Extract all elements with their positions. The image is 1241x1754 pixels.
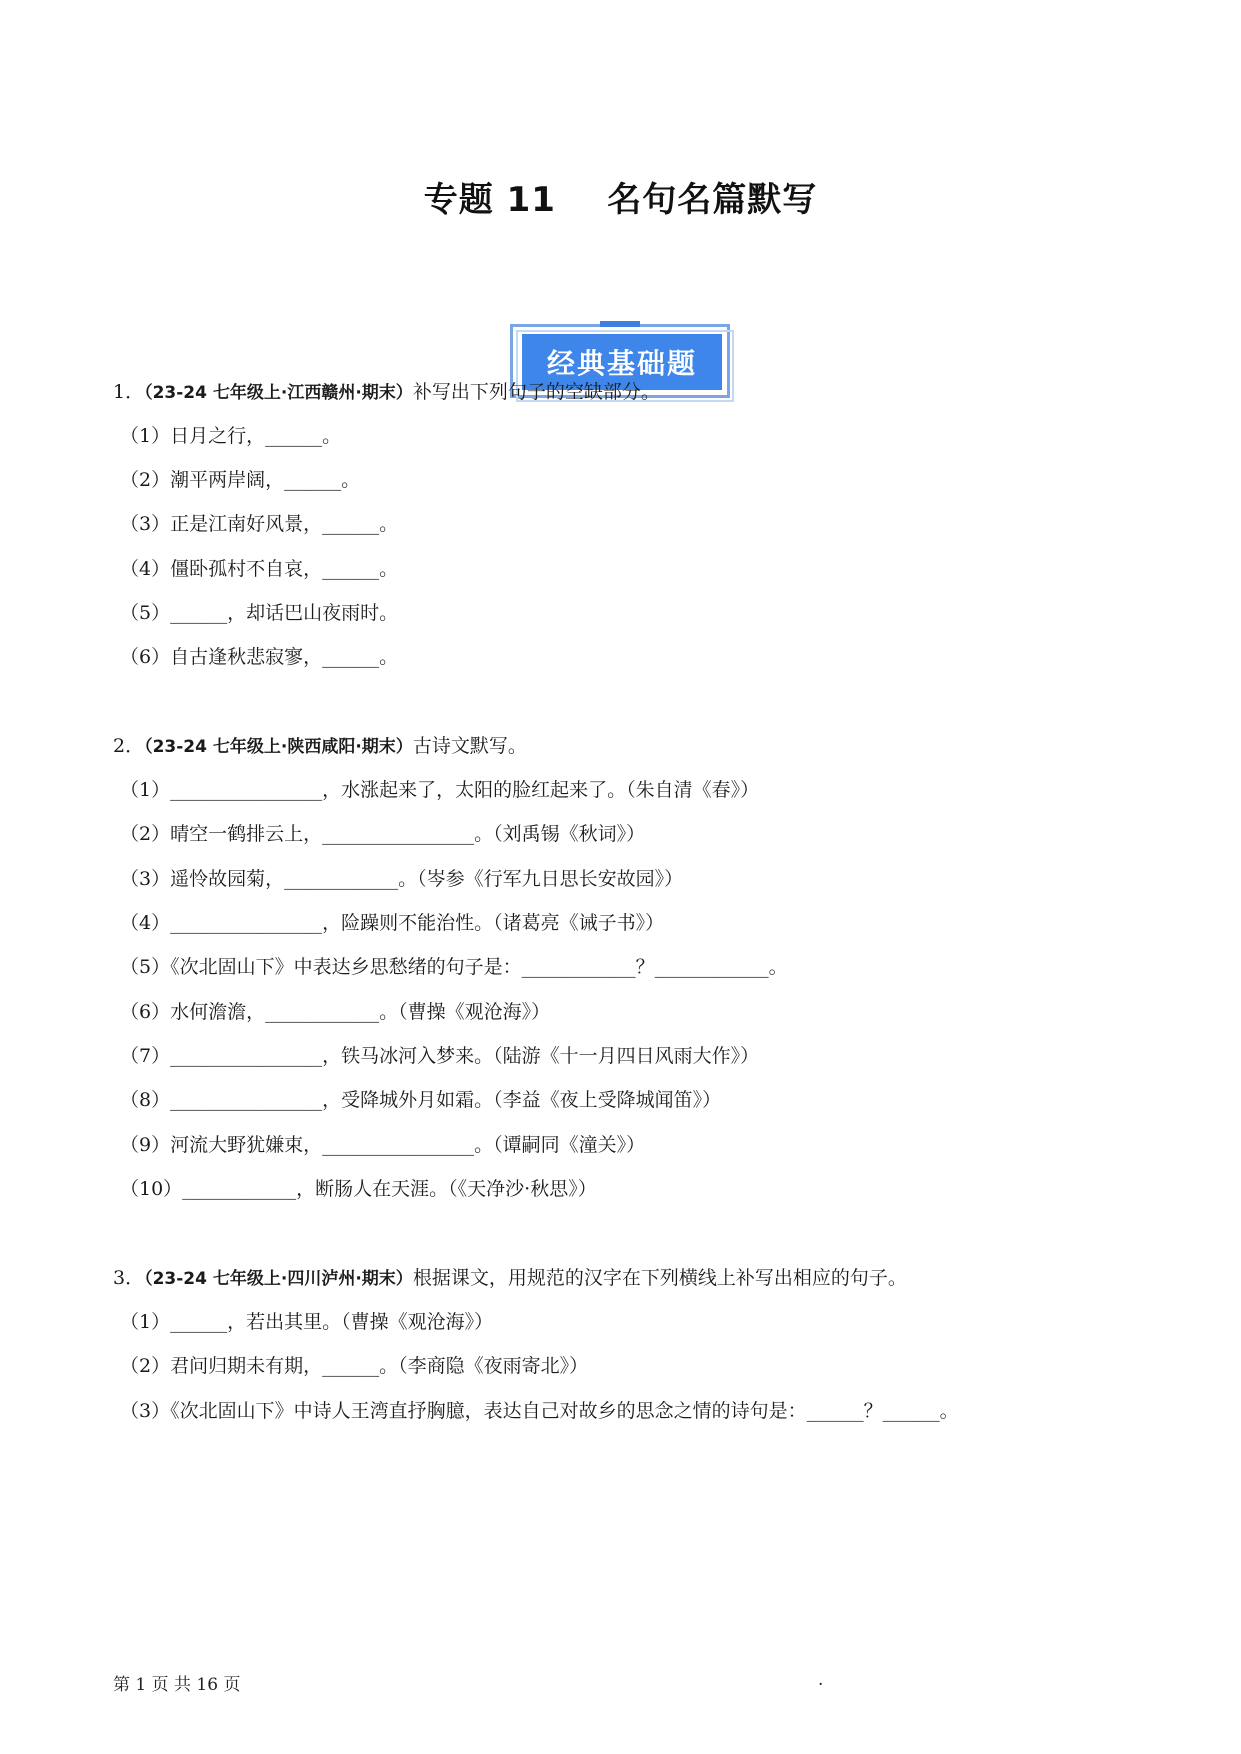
question-2-item-5: （5）《次北固山下》中表达乡思愁绪的句子是：____________？____________。 <box>120 956 788 978</box>
question-number: 3． <box>113 1267 145 1289</box>
question-1-item-2: （2）潮平两岸阔，______。 <box>120 469 361 491</box>
question-3-heading <box>113 1264 907 1293</box>
question-1-item-6: （6）自古逢秋悲寂寥，______。 <box>120 646 399 668</box>
question-1-item-5: （5）______，却话巴山夜雨时。 <box>120 602 399 624</box>
question-number: 2． <box>113 735 145 757</box>
question-source: （23-24 七年级上·陕西咸阳·期末） <box>144 737 413 757</box>
question-source: （23-24 七年级上·江西赣州·期末） <box>144 383 413 403</box>
question-2-item-10: （10）____________，断肠人在天涯。（《天净沙·秋思》） <box>120 1178 597 1200</box>
question-3-item-1: （1）______，若出其里。（曹操《观沧海》） <box>120 1311 494 1333</box>
question-2-item-4: （4）________________，险躁则不能治性。（诸葛亮《诫子书》） <box>120 912 665 934</box>
question-2-heading <box>113 732 527 761</box>
question-number: 1． <box>113 381 145 403</box>
question-source: （23-24 七年级上·四川泸州·期末） <box>144 1269 413 1289</box>
footer-dot: . <box>818 1670 824 1690</box>
question-1-item-1: （1）日月之行，______。 <box>120 425 342 447</box>
page-title: 专题 11 名句名篇默写 <box>423 180 818 220</box>
question-prompt: 补写出下列句子的空缺部分。 <box>412 381 660 403</box>
banner-label: 经典基础题 <box>522 334 722 390</box>
question-2-item-3: （3）遥怜故园菊，____________。（岑参《行军九日思长安故园》） <box>120 868 684 890</box>
question-3-item-2: （2）君问归期未有期，______。（李商隐《夜雨寄北》） <box>120 1355 589 1377</box>
question-2-item-1: （1）________________，水涨起来了，太阳的脸红起来了。（朱自清《春》） <box>120 779 760 801</box>
banner-tab <box>600 321 640 327</box>
question-3-item-3: （3）《次北固山下》中诗人王湾直抒胸臆，表达自己对故乡的思念之情的诗句是：______？______。 <box>120 1400 959 1422</box>
question-prompt: 古诗文默写。 <box>412 735 527 757</box>
question-2-item-7: （7）________________，铁马冰河入梦来。（陆游《十一月四日风雨大作》） <box>120 1045 760 1067</box>
question-2-item-9: （9）河流大野犹嫌束，________________。（谭嗣同《潼关》） <box>120 1134 646 1156</box>
question-prompt: 根据课文，用规范的汉字在下列横线上补写出相应的句子。 <box>412 1267 907 1289</box>
question-2-item-8: （8）________________，受降城外月如霜。（李益《夜上受降城闻笛》） <box>120 1089 722 1111</box>
page-number: 第 1 页 共 16 页 <box>113 1675 241 1695</box>
question-2-item-2: （2）晴空一鹤排云上，________________。（刘禹锡《秋词》） <box>120 823 646 845</box>
question-2-item-6: （6）水何澹澹，____________。（曹操《观沧海》） <box>120 1001 551 1023</box>
question-1-item-4: （4）僵卧孤村不自哀，______。 <box>120 558 399 580</box>
question-1-item-3: （3）正是江南好风景，______。 <box>120 513 399 535</box>
question-1-heading <box>113 378 660 407</box>
